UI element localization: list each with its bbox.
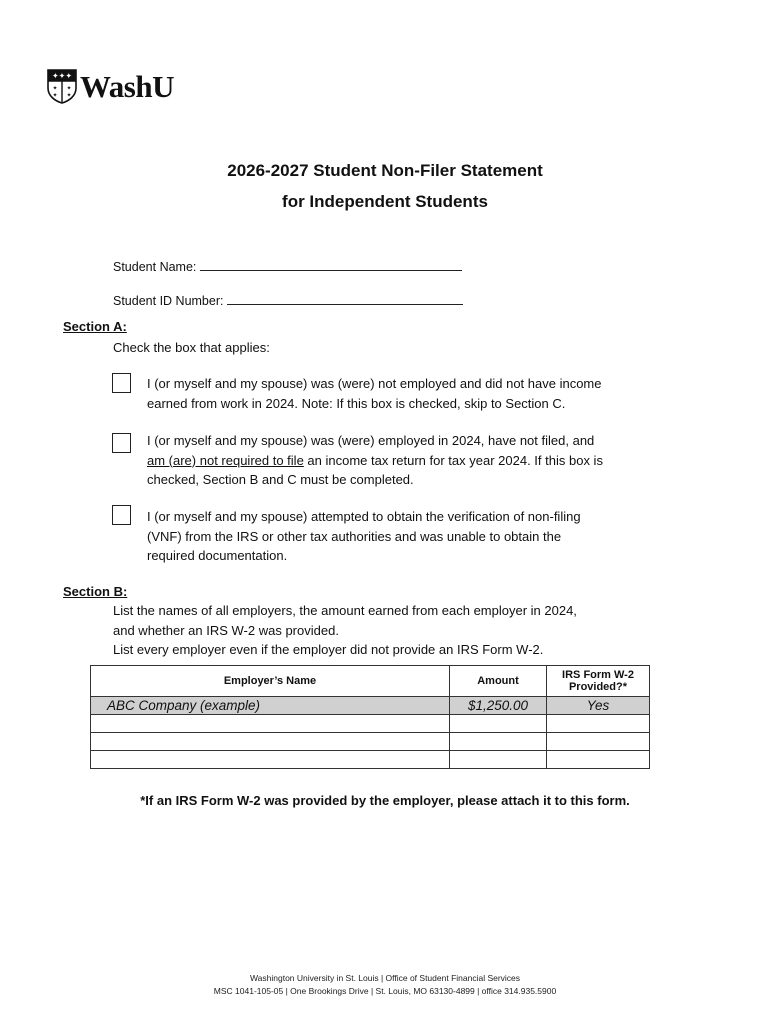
table-row[interactable]: [91, 715, 650, 733]
w2-cell[interactable]: [547, 751, 650, 769]
form-title: 2026-2027 Student Non-Filer Statement: [227, 161, 543, 180]
section-b-heading: Section B:: [63, 584, 128, 599]
w2-header-line: Provided?*: [568, 681, 628, 693]
option-3-text: [147, 507, 667, 566]
option-2-line: [147, 451, 667, 471]
option-2-text: [147, 431, 667, 490]
employer-cell[interactable]: [91, 715, 450, 733]
washu-logo: [46, 68, 174, 104]
section-b-instruction-line: List every employer even if the employer did not provide an IRS Form W-2.: [113, 642, 544, 657]
option-3-line: required documentation.: [147, 548, 288, 563]
section-a-instruction: Check the box that applies:: [113, 340, 270, 355]
example-amount: $1,250.00: [450, 697, 547, 715]
option-1-line: I (or myself and my spouse) was (were) not employed and did not have income: [147, 376, 602, 391]
not-required-phrase: am (are) not required to file: [147, 452, 304, 468]
svg-text:✦: ✦: [52, 85, 58, 92]
table-row[interactable]: [91, 733, 650, 751]
example-w2: Yes: [547, 697, 650, 715]
footer-line: Washington University in St. Louis | Office of Student Financial Services: [249, 973, 521, 983]
footer-line: MSC 1041-105-05 | One Brookings Drive | St. Louis, MO 63130-4899 | office 314.935.5900: [213, 986, 557, 996]
table-row-example: [91, 697, 650, 715]
student-name-field[interactable]: [113, 258, 462, 274]
option-3-line: I (or myself and my spouse) attempted to obtain the verification of non-filing: [147, 509, 581, 524]
section-b-instruction-line: and whether an IRS W-2 was provided.: [113, 622, 339, 638]
option-3-line: (VNF) from the IRS or other tax authorities and was unable to obtain the: [147, 528, 562, 544]
svg-text:✦✦✦: ✦✦✦: [51, 71, 73, 81]
option-3-checkbox[interactable]: [112, 505, 131, 525]
w2-cell[interactable]: [547, 733, 650, 751]
student-id-line[interactable]: [227, 292, 463, 305]
option-2-checkbox[interactable]: [112, 433, 131, 453]
w2-attachment-note: *If an IRS Form W-2 was provided by the employer, please attach it to this form.: [140, 793, 630, 808]
option-1-checkbox[interactable]: [112, 373, 131, 393]
option-1-line: earned from work in 2024. Note: If this box is checked, skip to Section C.: [147, 395, 566, 411]
table-header-row: [91, 666, 650, 697]
svg-text:✦: ✦: [52, 92, 58, 99]
employer-cell[interactable]: [91, 751, 450, 769]
student-id-field[interactable]: [113, 292, 463, 308]
w2-header: [547, 666, 650, 697]
svg-text:✦: ✦: [66, 92, 72, 99]
example-employer: ABC Company (example): [91, 697, 450, 715]
svg-text:✦: ✦: [66, 85, 72, 92]
employer-table: [90, 665, 650, 769]
option-1-text: [147, 374, 667, 413]
logo-wordmark: WashU: [80, 68, 174, 104]
employer-name-header: Employer’s Name: [91, 666, 450, 697]
section-b-instructions: [113, 601, 577, 660]
option-2-line: checked, Section B and C must be completed.: [147, 472, 414, 487]
section-a-heading: Section A:: [63, 319, 127, 334]
student-name-label: Student Name:: [113, 260, 197, 274]
employer-cell[interactable]: [91, 733, 450, 751]
option-2-line: I (or myself and my spouse) was (were) employed in 2024, have not filed, and: [147, 433, 595, 448]
w2-cell[interactable]: [547, 715, 650, 733]
amount-cell[interactable]: [450, 751, 547, 769]
section-b-instruction-line: List the names of all employers, the amount earned from each employer in 2024,: [113, 603, 577, 618]
student-name-line[interactable]: [200, 258, 462, 271]
amount-cell[interactable]: [450, 715, 547, 733]
form-subtitle: for Independent Students: [282, 192, 488, 211]
option-2-line-rest: an income tax return for tax year 2024. If this box is: [303, 452, 603, 468]
student-id-label: Student ID Number:: [113, 294, 224, 308]
amount-cell[interactable]: [450, 733, 547, 751]
shield-icon: [46, 68, 78, 104]
w2-header-line: IRS Form W-2: [562, 669, 634, 681]
table-row[interactable]: [91, 751, 650, 769]
amount-header: Amount: [450, 666, 547, 697]
